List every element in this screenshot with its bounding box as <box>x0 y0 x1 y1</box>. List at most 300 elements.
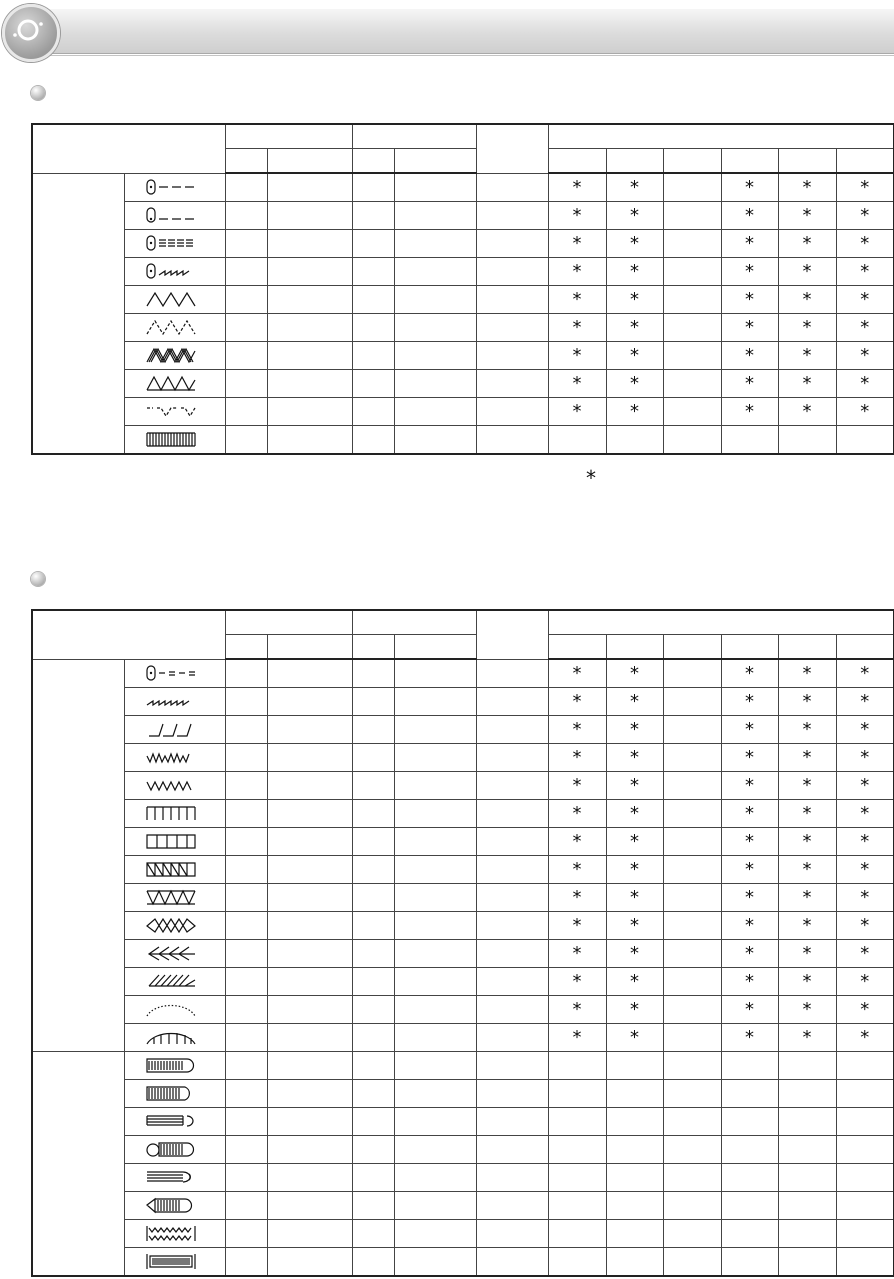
header-cell-group-b <box>352 124 476 149</box>
mark-cell: * <box>778 370 836 398</box>
value-cell <box>352 968 394 996</box>
mark-cell: * <box>606 659 663 688</box>
header-cell-group-c <box>476 610 548 659</box>
subheader-cell <box>663 635 721 660</box>
stitch-honeycomb-icon <box>145 776 197 795</box>
mark-cell <box>721 1248 778 1277</box>
value-cell <box>225 398 267 426</box>
value-cell <box>476 258 548 286</box>
value-cell <box>267 1164 352 1192</box>
subheader-cell <box>606 149 663 174</box>
mark-cell: * <box>606 258 663 286</box>
value-cell <box>352 856 394 884</box>
stitch-icon-cell <box>124 716 225 744</box>
value-cell <box>352 173 394 202</box>
mark-cell: * <box>606 744 663 772</box>
value-cell <box>267 744 352 772</box>
value-cell <box>352 398 394 426</box>
value-cell <box>225 996 267 1024</box>
header-cell-pattern <box>32 124 225 173</box>
mark-cell <box>778 1192 836 1220</box>
mark-cell <box>721 1052 778 1080</box>
value-cell <box>394 1192 476 1220</box>
mark-cell: * <box>721 659 778 688</box>
mark-cell <box>836 1108 894 1136</box>
value-cell <box>225 1108 267 1136</box>
mark-cell <box>548 1052 606 1080</box>
value-cell <box>394 688 476 716</box>
mark-cell: * <box>778 258 836 286</box>
mark-cell <box>548 1220 606 1248</box>
stitch-box-icon <box>145 832 197 851</box>
mark-cell: * <box>836 996 894 1024</box>
mark-cell: * <box>778 828 836 856</box>
mark-cell: * <box>836 744 894 772</box>
subheader-cell <box>778 149 836 174</box>
subheader-cell <box>836 635 894 660</box>
mark-cell: * <box>836 968 894 996</box>
section-bullet-1 <box>31 86 45 100</box>
mark-cell: * <box>778 342 836 370</box>
mark-cell: * <box>721 398 778 426</box>
mark-cell: * <box>721 856 778 884</box>
mark-cell: * <box>548 258 606 286</box>
value-cell <box>352 286 394 314</box>
stitch-triple-straight-icon <box>145 234 197 253</box>
value-cell <box>225 370 267 398</box>
buttonhole-keyhole-square-icon <box>145 1196 197 1215</box>
header-badge <box>2 4 60 62</box>
mark-cell: * <box>836 688 894 716</box>
buttonhole-stretch-icon <box>145 1168 197 1187</box>
value-cell <box>267 688 352 716</box>
header-cell-group-d <box>548 610 894 635</box>
value-cell <box>476 828 548 856</box>
table-row <box>32 828 894 856</box>
table-row <box>32 1136 894 1164</box>
value-cell <box>352 659 394 688</box>
stitch-icon-cell <box>124 1248 225 1277</box>
value-cell <box>394 856 476 884</box>
mark-cell: * <box>721 828 778 856</box>
value-cell <box>394 940 476 968</box>
table-row <box>32 744 894 772</box>
subheader-cell <box>394 149 476 174</box>
mark-cell: * <box>606 800 663 828</box>
stitch-icon-cell <box>124 1136 225 1164</box>
mark-cell <box>663 1136 721 1164</box>
mark-cell <box>606 1108 663 1136</box>
table-row <box>32 286 894 314</box>
value-cell <box>352 230 394 258</box>
value-cell <box>225 426 267 455</box>
table-row <box>32 1192 894 1220</box>
mark-cell: * <box>548 772 606 800</box>
buttonhole-keyhole-icon <box>145 1140 197 1159</box>
mark-cell <box>721 1164 778 1192</box>
stitch-icon-cell <box>124 370 225 398</box>
value-cell <box>352 912 394 940</box>
mark-cell <box>663 800 721 828</box>
mark-cell <box>663 426 721 455</box>
table-row <box>32 202 894 230</box>
stitch-icon-cell <box>124 940 225 968</box>
stitch-overlock-icon <box>145 664 197 683</box>
mark-cell: * <box>548 968 606 996</box>
value-cell <box>225 1024 267 1052</box>
stitch-zigzag-icon <box>145 290 197 309</box>
mark-cell: * <box>606 370 663 398</box>
mark-cell: * <box>721 202 778 230</box>
value-cell <box>476 688 548 716</box>
mark-cell: * <box>836 912 894 940</box>
stitch-icon-cell <box>124 1052 225 1080</box>
value-cell <box>225 202 267 230</box>
table-row <box>32 800 894 828</box>
value-cell <box>352 1052 394 1080</box>
value-cell <box>394 744 476 772</box>
stitch-icon-cell <box>124 314 225 342</box>
subheader-cell <box>352 635 394 660</box>
stitch-blind-hem-icon <box>145 374 197 393</box>
stitch-icon-cell <box>124 173 225 202</box>
mark-cell <box>721 1220 778 1248</box>
mark-cell: * <box>836 398 894 426</box>
table-row <box>32 968 894 996</box>
table-row <box>32 398 894 426</box>
mark-cell <box>778 1108 836 1136</box>
stitch-icon-cell <box>124 1164 225 1192</box>
stitch-slant-box-icon <box>145 860 197 879</box>
mark-cell: * <box>606 968 663 996</box>
mark-cell <box>836 1220 894 1248</box>
mark-cell <box>663 1164 721 1192</box>
value-cell <box>394 772 476 800</box>
mark-cell <box>778 1080 836 1108</box>
value-cell <box>394 258 476 286</box>
subheader-cell <box>721 149 778 174</box>
value-cell <box>476 1192 548 1220</box>
mark-cell: * <box>836 659 894 688</box>
value-cell <box>225 884 267 912</box>
stitch-straight-left-icon <box>145 178 197 197</box>
stitch-feather-icon <box>145 972 197 991</box>
value-cell <box>352 1080 394 1108</box>
mark-cell <box>663 1192 721 1220</box>
mark-cell <box>663 342 721 370</box>
value-cell <box>476 884 548 912</box>
mark-cell: * <box>778 940 836 968</box>
subheader-cell <box>606 635 663 660</box>
mark-cell: * <box>606 342 663 370</box>
table-row <box>32 716 894 744</box>
mark-cell: * <box>548 800 606 828</box>
value-cell <box>225 342 267 370</box>
mark-cell: * <box>721 744 778 772</box>
mark-cell <box>663 716 721 744</box>
table-row <box>32 1248 894 1277</box>
value-cell <box>225 968 267 996</box>
stitch-cross-icon <box>145 916 197 935</box>
value-cell <box>267 716 352 744</box>
value-cell <box>267 1220 352 1248</box>
value-cell <box>352 996 394 1024</box>
value-cell <box>225 173 267 202</box>
value-cell <box>225 856 267 884</box>
mark-cell: * <box>721 912 778 940</box>
mark-cell: * <box>836 286 894 314</box>
stitch-icon-cell <box>124 659 225 688</box>
category-cell <box>32 1052 124 1277</box>
table-row <box>32 342 894 370</box>
mark-cell: * <box>778 912 836 940</box>
value-cell <box>394 314 476 342</box>
stitch-icon-cell <box>124 1220 225 1248</box>
mark-cell: * <box>721 258 778 286</box>
header-bar <box>0 0 894 62</box>
header-underline <box>28 55 894 56</box>
mark-cell: * <box>606 828 663 856</box>
stitch-icon-cell <box>124 1192 225 1220</box>
stitch-serpentine-icon <box>145 748 197 767</box>
value-cell <box>267 258 352 286</box>
value-cell <box>267 659 352 688</box>
value-cell <box>476 202 548 230</box>
header-cell-group-b <box>352 610 476 635</box>
mark-cell: * <box>548 1024 606 1052</box>
value-cell <box>476 286 548 314</box>
value-cell <box>225 940 267 968</box>
value-cell <box>394 884 476 912</box>
stitch-icon-cell <box>124 286 225 314</box>
mark-cell <box>548 1108 606 1136</box>
value-cell <box>225 1192 267 1220</box>
value-cell <box>352 370 394 398</box>
mark-cell <box>836 1192 894 1220</box>
table-row <box>32 1164 894 1192</box>
value-cell <box>225 688 267 716</box>
value-cell <box>267 912 352 940</box>
table-row <box>32 173 894 202</box>
value-cell <box>394 1052 476 1080</box>
value-cell <box>394 230 476 258</box>
header-cell-group-a <box>225 124 352 149</box>
value-cell <box>225 258 267 286</box>
value-cell <box>267 314 352 342</box>
mark-cell <box>836 1164 894 1192</box>
stitch-icon-cell <box>124 800 225 828</box>
value-cell <box>267 1024 352 1052</box>
table-row <box>32 1220 894 1248</box>
mark-cell: * <box>606 398 663 426</box>
value-cell <box>225 1080 267 1108</box>
mark-cell <box>778 426 836 455</box>
value-cell <box>476 342 548 370</box>
buttonhole-heirloom-icon <box>145 1252 197 1271</box>
mark-cell <box>836 1052 894 1080</box>
mark-cell: * <box>721 173 778 202</box>
value-cell <box>267 800 352 828</box>
value-cell <box>394 659 476 688</box>
stitch-icon-cell <box>124 398 225 426</box>
table-row <box>32 940 894 968</box>
stitch-ladder-icon <box>145 804 197 823</box>
table-row <box>32 772 894 800</box>
mark-cell <box>663 202 721 230</box>
mark-cell: * <box>606 1024 663 1052</box>
value-cell <box>476 1164 548 1192</box>
value-cell <box>476 1248 548 1277</box>
table-row <box>32 1080 894 1108</box>
value-cell <box>225 230 267 258</box>
value-cell <box>394 1108 476 1136</box>
subheader-cell <box>548 149 606 174</box>
mark-cell: * <box>606 772 663 800</box>
value-cell <box>267 202 352 230</box>
value-cell <box>394 912 476 940</box>
buttonhole-round-icon <box>145 1056 197 1075</box>
value-cell <box>476 1080 548 1108</box>
stitch-icon-cell <box>124 426 225 455</box>
stitch-straight-middle-icon <box>145 206 197 225</box>
value-cell <box>476 230 548 258</box>
stitch-icon-cell <box>124 1080 225 1108</box>
stitch-stretch-icon <box>145 692 197 711</box>
subheader-cell <box>721 635 778 660</box>
value-cell <box>225 1220 267 1248</box>
mark-cell: * <box>548 828 606 856</box>
mark-cell: * <box>778 1024 836 1052</box>
value-cell <box>394 1164 476 1192</box>
mark-cell: * <box>778 772 836 800</box>
table-row <box>32 258 894 286</box>
value-cell <box>352 828 394 856</box>
section-bullet-2 <box>31 572 45 586</box>
mark-cell: * <box>778 856 836 884</box>
mark-cell <box>663 968 721 996</box>
value-cell <box>476 426 548 455</box>
mark-cell <box>606 1192 663 1220</box>
mark-cell <box>721 1136 778 1164</box>
mark-cell: * <box>548 744 606 772</box>
stitch-triple-zigzag-icon <box>145 346 197 365</box>
mark-cell: * <box>778 688 836 716</box>
mark-cell: * <box>548 659 606 688</box>
table-row <box>32 884 894 912</box>
mark-cell: * <box>548 314 606 342</box>
stitch-icon-cell <box>124 744 225 772</box>
mark-cell: * <box>606 286 663 314</box>
mark-cell: * <box>778 800 836 828</box>
subheader-cell <box>836 149 894 174</box>
value-cell <box>352 1220 394 1248</box>
value-cell <box>476 996 548 1024</box>
table-row <box>32 426 894 455</box>
value-cell <box>394 1248 476 1277</box>
mark-cell <box>663 1024 721 1052</box>
mark-cell: * <box>606 173 663 202</box>
mark-cell <box>778 1136 836 1164</box>
mark-cell <box>778 1164 836 1192</box>
mark-cell: * <box>721 800 778 828</box>
value-cell <box>225 800 267 828</box>
value-cell <box>476 716 548 744</box>
mark-cell <box>548 1248 606 1277</box>
value-cell <box>267 1192 352 1220</box>
table-row <box>32 856 894 884</box>
stitch-icon-cell <box>124 968 225 996</box>
mark-cell <box>836 426 894 455</box>
table-row <box>32 230 894 258</box>
mark-cell <box>548 1080 606 1108</box>
mark-cell <box>663 398 721 426</box>
mark-cell: * <box>836 202 894 230</box>
mark-cell <box>663 370 721 398</box>
value-cell <box>394 1136 476 1164</box>
mark-cell: * <box>721 342 778 370</box>
mark-cell <box>663 173 721 202</box>
mark-cell <box>721 1080 778 1108</box>
value-cell <box>394 800 476 828</box>
stitch-icon-cell <box>124 1108 225 1136</box>
value-cell <box>352 772 394 800</box>
mark-cell: * <box>606 912 663 940</box>
table-row <box>32 912 894 940</box>
circle-dot-icon <box>2 4 54 56</box>
value-cell <box>267 1248 352 1277</box>
value-cell <box>476 1136 548 1164</box>
value-cell <box>267 968 352 996</box>
mark-cell: * <box>606 856 663 884</box>
value-cell <box>225 744 267 772</box>
mark-cell: * <box>606 230 663 258</box>
value-cell <box>394 426 476 455</box>
value-cell <box>267 828 352 856</box>
mark-cell: * <box>721 286 778 314</box>
mark-cell: * <box>606 688 663 716</box>
subheader-cell <box>663 149 721 174</box>
mark-cell <box>778 1248 836 1277</box>
value-cell <box>267 940 352 968</box>
stitch-stem-icon <box>145 262 197 281</box>
value-cell <box>267 1080 352 1108</box>
mark-cell <box>663 1108 721 1136</box>
mark-cell: * <box>548 940 606 968</box>
subheader-cell <box>352 149 394 174</box>
mark-cell: * <box>548 856 606 884</box>
mark-cell <box>606 1052 663 1080</box>
mark-cell: * <box>606 716 663 744</box>
mark-cell: * <box>836 716 894 744</box>
value-cell <box>352 426 394 455</box>
mark-cell: * <box>721 314 778 342</box>
value-cell <box>352 688 394 716</box>
table-row <box>32 996 894 1024</box>
value-cell <box>352 314 394 342</box>
header-cell-group-d <box>548 124 894 149</box>
value-cell <box>225 1136 267 1164</box>
value-cell <box>267 996 352 1024</box>
mark-cell: * <box>721 940 778 968</box>
mark-cell <box>836 1136 894 1164</box>
value-cell <box>476 856 548 884</box>
value-cell <box>225 1052 267 1080</box>
mark-cell <box>663 688 721 716</box>
value-cell <box>352 1164 394 1192</box>
mark-cell <box>663 744 721 772</box>
stitch-icon-cell <box>124 912 225 940</box>
mark-cell <box>663 286 721 314</box>
